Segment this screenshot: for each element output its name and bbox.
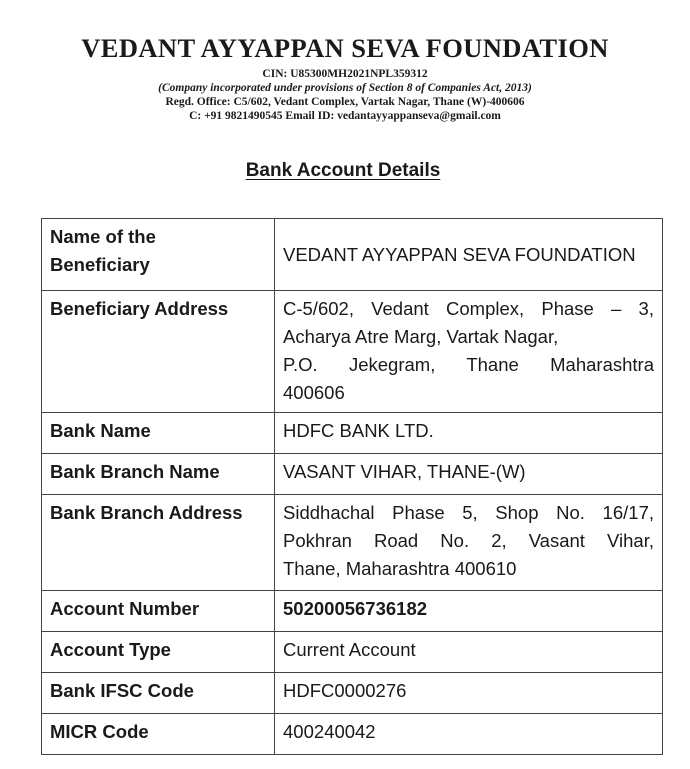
row-value-beneficiary-address: C-5/602, Vedant Complex, Phase – 3, Acharya Atre Marg, Vartak Nagar, P.O. Jekegram, Thane Maharashtra 400606 [275,291,663,413]
row-label-micr-code: MICR Code [42,714,275,755]
row-label-ifsc-code: Bank IFSC Code [42,673,275,714]
letterhead [0,32,690,123]
row-label-account-number: Account Number [42,591,275,632]
cin-number: CIN: U85300MH2021NPL359312 [262,68,428,80]
row-value-account-number: 50200056736182 [275,591,663,632]
organization-name: VEDANT AYYAPPAN SEVA FOUNDATION [81,33,609,63]
table-row [42,219,663,291]
incorporation-note: (Company incorporated under provisions of Section 8 of Companies Act, 2013) [158,82,532,94]
row-value-branch-name: VASANT VIHAR, THANE-(W) [275,454,663,495]
table-row [42,291,663,413]
row-label-branch-address: Bank Branch Address [42,495,275,591]
table-row [42,714,663,755]
row-label-branch-name: Bank Branch Name [42,454,275,495]
row-value-micr-code: 400240042 [275,714,663,755]
row-value-branch-address: Siddhachal Phase 5, Shop No. 16/17, Pokhran Road No. 2, Vasant Vihar, Thane, Maharashtra 400610 [275,495,663,591]
row-value-account-type: Current Account [275,632,663,673]
row-label-account-type: Account Type [42,632,275,673]
row-value-ifsc-code: HDFC0000276 [275,673,663,714]
contact-info: C: +91 9821490545 Email ID: vedantayyappanseva@gmail.com [189,110,501,122]
table-row [42,632,663,673]
table-row [42,591,663,632]
registered-office: Regd. Office: C5/602, Vedant Complex, Vartak Nagar, Thane (W)-400606 [165,96,525,108]
bank-details-table [41,218,663,755]
table-row [42,454,663,495]
row-label-bank-name: Bank Name [42,413,275,454]
section-title: Bank Account Details [245,160,441,181]
table-row [42,673,663,714]
row-label-beneficiary-name: Name of the Beneficiary [42,219,275,291]
table-row [42,495,663,591]
row-value-beneficiary-name: VEDANT AYYAPPAN SEVA FOUNDATION [275,219,663,291]
row-label-beneficiary-address: Beneficiary Address [42,291,275,413]
table-row [42,413,663,454]
row-value-bank-name: HDFC BANK LTD. [275,413,663,454]
